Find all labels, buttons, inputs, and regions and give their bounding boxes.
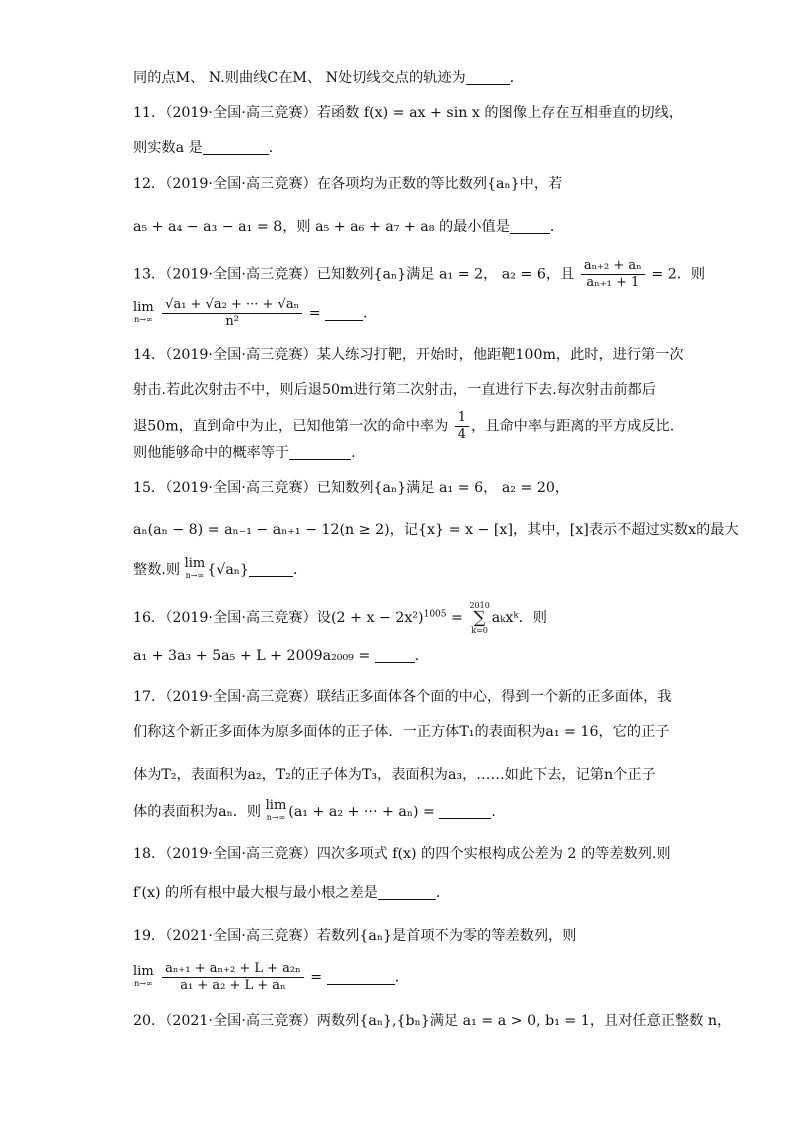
- question-12-line-2: a₅ + a₄ − a₃ − a₁ = 8，则 a₅ + a₆ + a₇ + a₈ 的最小值是 ．: [133, 219, 565, 235]
- question-12-line-1: 12．（2019·全国·高三竞赛）在各项均为正数的等比数列{aₙ}中，若: [133, 176, 563, 192]
- question-17-line-4: 体的表面积为aₙ．则 lim n→∞ (a₁ + a₂ + ··· + aₙ) = ．: [133, 798, 506, 822]
- question-15-line-1: 15．（2019·全国·高三竞赛）已知数列{aₙ}满足 a₁ = 6， a₂ = 20，: [133, 480, 570, 496]
- question-18-line-1: 18．（2019·全国·高三竞赛）四次多项式 f(x) 的四个实根构成公差为 2 的等差数列.则: [133, 846, 671, 862]
- question-15-line-3: 整数.则 lim n→∞ {√aₙ} ．: [133, 556, 308, 580]
- answer-blank: [375, 648, 415, 663]
- summation-symbol: 2010 ∑ k=0: [469, 601, 490, 635]
- prev-question-tail: 同的点M、 N.则曲线C在M、 N处切线交点的轨迹为: [133, 70, 466, 86]
- answer-blank: [203, 140, 269, 155]
- question-20-line-1: 20．（2021·全国·高三竞赛）两数列{aₙ},{bₙ}满足 a₁ = a > 0, b₁ = 1，且对任意正整数 n，: [133, 1013, 732, 1029]
- text-line: 同的点M、 N.则曲线C在M、 N处切线交点的轨迹为 ．: [133, 70, 524, 86]
- question-15-line-2: aₙ(aₙ − 8) = aₙ₋₁ − aₙ₊₁ − 12(n ≥ 2)，记{x} = x − [x]，其中，[x]表示不超过实数x的最大: [133, 522, 739, 538]
- fraction: $\frac{\text{aₙ₊₁ + aₙ₊₂ + L + a₂ₙ}}{\text{a₁ + a₂ + L + aₙ}}$: [162, 961, 304, 994]
- question-19-line-2: lim n→∞ $\frac{\text{aₙ₊₁ + aₙ₊₂ + L + a₂ₙ}}{\text{a₁ + a₂ + L + aₙ}}$ = ．: [133, 961, 409, 993]
- limit-operator: lim n→∞: [133, 299, 154, 324]
- answer-blank: [378, 885, 436, 900]
- question-11-line-1: 11．（2019·全国·高三竞赛）若函数 f(x) = ax + sin x 的图像上存在互相垂直的切线，: [133, 105, 684, 121]
- answer-blank: [510, 219, 550, 234]
- answer-blank: [289, 445, 351, 460]
- fraction: $\frac{1}{4}$: [455, 410, 469, 443]
- question-17-line-1: 17．（2019·全国·高三竞赛）联结正多面体各个面的中心，得到一个新的正多面体，我: [133, 689, 672, 705]
- fraction: $\frac{\text{aₙ₊₂ + aₙ}}{\text{aₙ₊₁ + 1}}$: [581, 258, 645, 291]
- answer-blank: [327, 970, 395, 985]
- limit-operator: lim n→∞: [184, 556, 206, 580]
- question-14-line-2: 射击.若此次射击不中，则后退50m进行第二次射击，一直进行下去.每次射击前都后: [133, 382, 656, 398]
- question-16-line-2: a₁ + 3a₃ + 5a₅ + L + 2009a₂₀₀₉ = ．: [133, 648, 429, 664]
- question-13-line-1: 13．（2019·全国·高三竞赛）已知数列{aₙ}满足 a₁ = 2， a₂ = 6，且 $\frac{\text{aₙ₊₂ + aₙ}}{\text{aₙ₊₁ + 1}}$ = 2．则: [133, 258, 706, 290]
- question-13-line-2: lim n→∞ $\frac{\text{√a₁ + √a₂ + ··· + √aₙ}}{\text{n²}}$ = ．: [133, 297, 378, 329]
- answer-blank: [325, 306, 363, 321]
- answer-blank: [249, 562, 293, 577]
- question-18-line-2: f′(x) 的所有根中最大根与最小根之差是 ．: [133, 885, 451, 901]
- question-16-line-1: 16．（2019·全国·高三竞赛）设$(2 + x - 2x^2)^{1005}$ = 2010 ∑ k=0 aₖxᵏ．则: [133, 601, 547, 635]
- fraction: $\frac{\text{√a₁ + √a₂ + ··· + √aₙ}}{\text{n²}}$: [162, 297, 302, 330]
- answer-blank: [466, 70, 510, 85]
- limit-operator: lim n→∞: [133, 963, 154, 988]
- question-19-line-1: 19．（2021·全国·高三竞赛）若数列{aₙ}是首项不为零的等差数列，则: [133, 928, 577, 944]
- limit-operator: lim n→∞: [265, 798, 287, 822]
- question-11-line-2: 则实数a 是 ．: [133, 140, 283, 156]
- question-17-line-3: 体为T₂，表面积为a₂，T₂的正子体为T₃，表面积为a₃，……如此下去，记第n个正子: [133, 767, 656, 783]
- question-14-line-4: 则他能够命中的概率等于 ．: [133, 445, 366, 461]
- question-14-line-1: 14．（2019·全国·高三竞赛）某人练习打靶，开始时，他距靶100m，此时，进行第一次: [133, 347, 684, 363]
- question-14-line-3: 退50m，直到命中为止，已知他第一次的命中率为 $\frac{1}{4}$ ，且命中率与距离的平方成反比.: [133, 410, 675, 442]
- answer-blank: [439, 804, 491, 819]
- question-17-line-2: 们称这个新正多面体为原多面体的正子体．一正方体T₁的表面积为a₁ = 16，它的正子: [133, 724, 670, 740]
